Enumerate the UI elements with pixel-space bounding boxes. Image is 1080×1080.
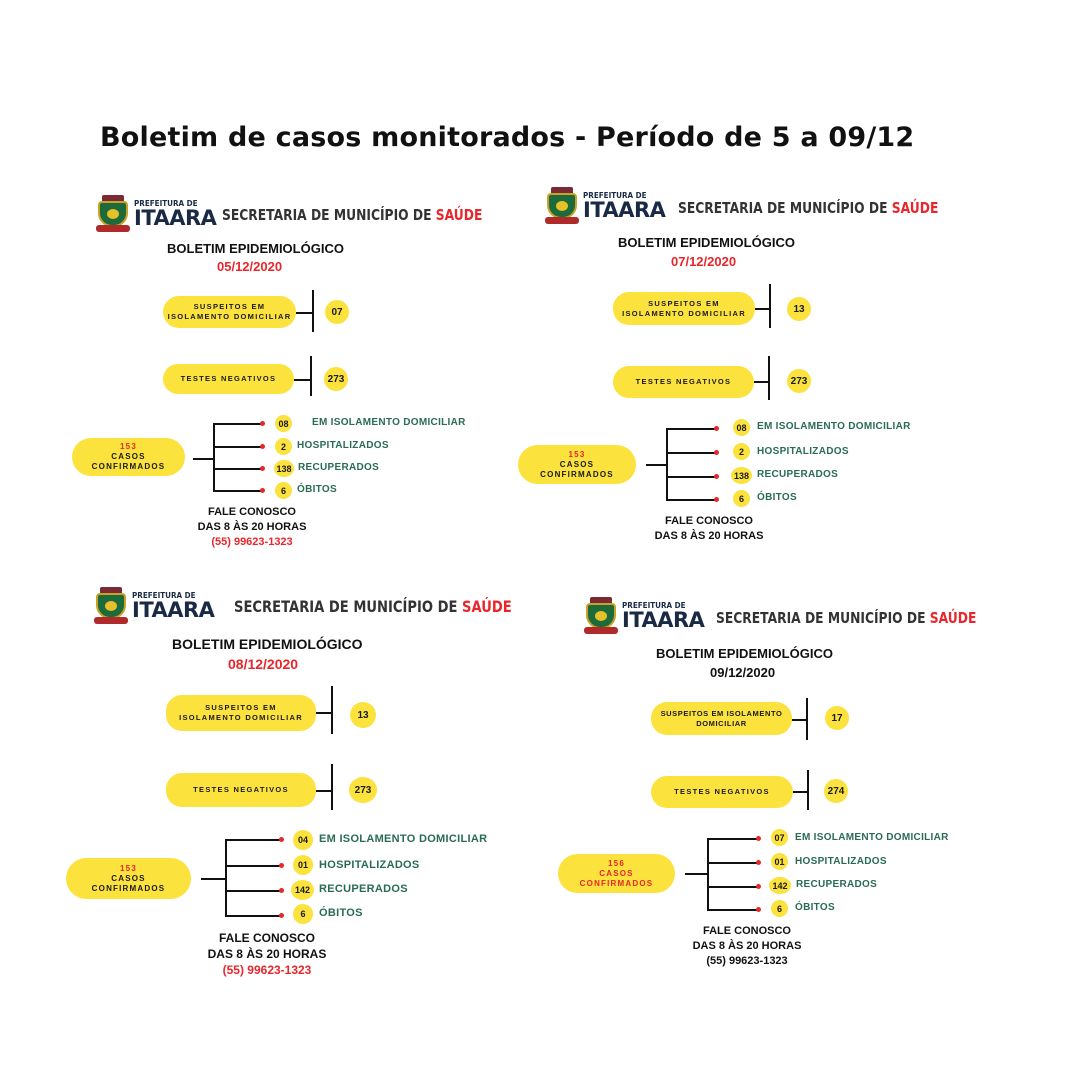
branch-label: RECUPERADOS xyxy=(319,883,408,895)
branch-label: HOSPITALIZADOS xyxy=(319,859,420,871)
branch-value: 142 xyxy=(769,877,791,894)
secretaria-heading: SECRETARIA DE MUNICÍPIO DE SAÚDE xyxy=(678,199,939,217)
testes-value: 274 xyxy=(824,779,848,803)
phone-number: (55) 99623-1323 xyxy=(211,536,293,548)
branch-value: 138 xyxy=(731,467,752,484)
prefeitura-logo: PREFEITURA DE ITAARA xyxy=(545,188,665,224)
secretaria-heading: SECRETARIA DE MUNICÍPIO DE SAÚDE xyxy=(716,609,977,627)
branch-label: EM ISOLAMENTO DOMICILIAR xyxy=(757,421,911,432)
bulletin-08-12 xyxy=(91,588,554,978)
city-crest-icon xyxy=(584,597,618,635)
suspeitos-pill: SUSPEITOS EM ISOLAMENTO DOMICILIAR xyxy=(163,296,296,328)
contact-info: FALE CONOSCO DAS 8 ÀS 20 HORAS (55) 99623-1323 xyxy=(202,930,332,978)
prefeitura-logo: PREFEITURA DE ITAARA xyxy=(96,196,216,232)
secretaria-heading: SECRETARIA DE MUNICÍPIO DE SAÚDE xyxy=(222,206,483,224)
prefeitura-logo: PREFEITURA DE ITAARA xyxy=(94,588,214,624)
suspeitos-value: 273 xyxy=(787,369,811,393)
branch-label: RECUPERADOS xyxy=(796,879,878,890)
branch-label: RECUPERADOS xyxy=(757,469,839,480)
branch-value: 142 xyxy=(291,880,314,900)
branch-value: 2 xyxy=(275,438,292,455)
suspeitos-value: 07 xyxy=(325,300,349,324)
bulletin-date: 08/12/2020 xyxy=(228,656,299,672)
bulletin-07-12 xyxy=(540,188,1005,578)
branch-value: 01 xyxy=(293,855,313,875)
branch-value: 6 xyxy=(733,490,750,507)
contact-info: FALE CONOSCO DAS 8 ÀS 20 HORAS (55) 99623-1323 xyxy=(687,924,807,969)
branch-label: EM ISOLAMENTO DOMICILIAR xyxy=(312,417,466,428)
branch-value: 07 xyxy=(771,829,788,846)
testes-pill: TESTES NEGATIVOS xyxy=(166,773,316,807)
bulletin-date: 07/12/2020 xyxy=(671,254,737,269)
bulletin-09-12 xyxy=(579,598,1044,988)
bulletin-date: 09/12/2020 xyxy=(710,665,776,680)
branch-label: ÓBITOS xyxy=(319,907,363,919)
branch-label: HOSPITALIZADOS xyxy=(795,856,887,867)
contact-info: FALE CONOSCO DAS 8 ÀS 20 HORAS xyxy=(654,515,764,542)
branch-label: ÓBITOS xyxy=(795,902,835,913)
branch-value: 6 xyxy=(771,900,788,917)
phone-number: (55) 99623-1323 xyxy=(222,963,312,977)
branch-label: EM ISOLAMENTO DOMICILIAR xyxy=(795,832,949,843)
testes-value: 273 xyxy=(324,367,348,391)
branch-value: 2 xyxy=(733,443,750,460)
page-title: Boletim de casos monitorados - Período de 5 a 09/12 xyxy=(100,122,915,153)
suspeitos-pill: SUSPEITOS EM ISOLAMENTO DOMICILIAR xyxy=(166,695,316,731)
branch-value: 01 xyxy=(771,853,788,870)
phone-number: (55) 99623-1323 xyxy=(706,955,788,967)
secretaria-heading: SECRETARIA DE MUNICÍPIO DE SAÚDE xyxy=(234,597,512,616)
confirmados-pill: 153 CASOS CONFIRMADOS xyxy=(518,445,636,484)
suspeitos-value: 13 xyxy=(787,297,811,321)
city-crest-icon xyxy=(94,587,128,625)
city-crest-icon xyxy=(545,187,579,225)
contact-info: FALE CONOSCO DAS 8 ÀS 20 HORAS (55) 99623-1323 xyxy=(192,505,312,550)
testes-pill: TESTES NEGATIVOS xyxy=(651,776,793,808)
bulletin-title: BOLETIM EPIDEMIOLÓGICO xyxy=(656,646,833,661)
branch-value: 08 xyxy=(275,415,292,432)
testes-pill: TESTES NEGATIVOS xyxy=(613,366,754,398)
branch-value: 6 xyxy=(275,482,292,499)
testes-pill: TESTES NEGATIVOS xyxy=(163,364,294,394)
suspeitos-value: 17 xyxy=(825,706,849,730)
branch-label: RECUPERADOS xyxy=(298,462,380,473)
branch-value: 04 xyxy=(293,830,313,850)
confirmados-pill: 156 CASOS CONFIRMADOS xyxy=(558,854,675,893)
prefeitura-logo: PREFEITURA DE ITAARA xyxy=(584,598,704,634)
bulletin-date: 05/12/2020 xyxy=(217,259,283,274)
branch-value: 138 xyxy=(274,460,294,477)
suspeitos-value: 13 xyxy=(350,702,376,728)
branch-label: EM ISOLAMENTO DOMICILIAR xyxy=(319,833,488,845)
testes-value: 273 xyxy=(349,777,377,803)
confirmados-pill: 153 CASOS CONFIRMADOS xyxy=(66,858,191,899)
branch-label: HOSPITALIZADOS xyxy=(297,440,389,451)
bulletin-title: BOLETIM EPIDEMIOLÓGICO xyxy=(618,235,795,250)
bulletin-title: BOLETIM EPIDEMIOLÓGICO xyxy=(167,241,344,256)
bulletin-title: BOLETIM EPIDEMIOLÓGICO xyxy=(172,636,363,652)
bulletin-05-12 xyxy=(91,196,556,586)
suspeitos-pill: SUSPEITOS EM ISOLAMENTO DOMICILIAR xyxy=(651,702,792,735)
branch-label: ÓBITOS xyxy=(297,484,337,495)
branch-value: 6 xyxy=(293,904,313,924)
city-crest-icon xyxy=(96,195,130,233)
suspeitos-pill: SUSPEITOS EM ISOLAMENTO DOMICILIAR xyxy=(613,292,755,325)
confirmados-pill: 153 CASOS CONFIRMADOS xyxy=(72,438,185,476)
branch-value: 08 xyxy=(733,419,750,436)
branch-label: HOSPITALIZADOS xyxy=(757,446,849,457)
branch-label: ÓBITOS xyxy=(757,492,797,503)
